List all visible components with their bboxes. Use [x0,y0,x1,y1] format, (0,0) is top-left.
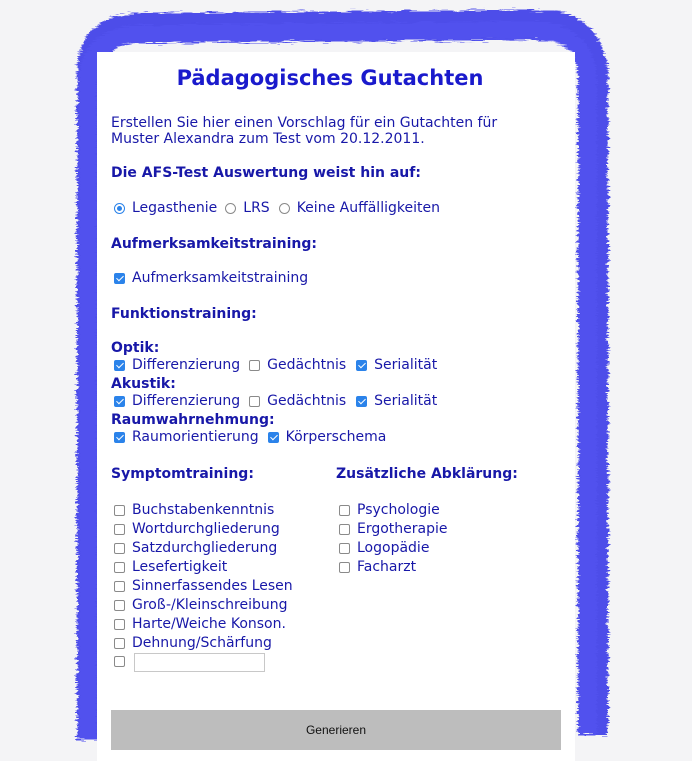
checkbox-lesefertigkeit[interactable] [114,559,227,575]
radio-label: Legasthenie [132,200,218,216]
checkbox[interactable] [114,396,125,407]
checkbox-akustik-serialitaet[interactable] [356,393,437,409]
checkbox-label: Harte/Weiche Konson. [132,616,286,632]
checkbox-facharzt[interactable] [339,559,416,575]
checkbox-optik-differenzierung[interactable] [114,357,240,373]
akustik-row [114,393,437,409]
checkbox[interactable] [356,396,367,407]
checkbox-label: Serialität [374,357,438,373]
checkbox-label: Aufmerksamkeitstraining [132,270,309,286]
checkbox[interactable] [249,360,260,371]
checkbox-akustik-gedaechtnis[interactable] [249,393,346,409]
checkbox[interactable] [114,505,125,516]
checkbox-gross-kleinschreibung[interactable] [114,597,288,613]
checkbox-label: Sinnerfassendes Lesen [132,578,293,594]
checkbox-label: Differenzierung [132,357,241,373]
checkbox-buchstabenkenntnis[interactable] [114,502,274,518]
checkbox-aufmerksamkeitstraining[interactable] [114,270,308,286]
checkbox-logopaedie[interactable] [339,540,429,556]
checkbox[interactable] [356,360,367,371]
raum-row [114,429,386,445]
radio-lrs[interactable] [225,200,269,216]
afs-heading: Die AFS-Test Auswertung weist hin auf: [111,165,421,181]
checkbox-satzdurchgliederung[interactable] [114,540,277,556]
checkbox-ergotherapie[interactable] [339,521,448,537]
checkbox-wortdurchgliederung[interactable] [114,521,280,537]
checkbox-label: Dehnung/Schärfung [132,635,272,651]
akustik-heading: Akustik: [111,376,176,392]
intro-text: Erstellen Sie hier einen Vorschlag für ein Gutachten für Muster Alexandra zum Test vom 20.12.2011. [111,115,498,147]
page-title: Pädagogisches Gutachten [176,66,484,90]
checkbox-label: Gedächtnis [267,393,347,409]
optik-heading: Optik: [111,340,160,356]
symptom-heading: Symptomtraining: [111,466,254,482]
checkbox-koerperschema[interactable] [268,429,387,445]
checkbox-label: Satzdurchgliederung [132,540,278,556]
checkbox-dehnung-schaerfung[interactable] [114,635,272,651]
checkbox-custom-symptom[interactable] [114,656,125,667]
radio-button[interactable] [279,203,290,214]
checkbox-label: Körperschema [285,429,387,445]
radio-button[interactable] [114,203,125,214]
checkbox[interactable] [339,562,350,573]
custom-symptom-input[interactable] [134,653,265,672]
checkbox-label: Groß-/Kleinschreibung [132,597,288,613]
checkbox-label: Serialität [374,393,438,409]
checkbox-akustik-differenzierung[interactable] [114,393,240,409]
radio-button[interactable] [225,203,236,214]
checkbox-label: Gedächtnis [267,357,347,373]
checkbox-label: Psychologie [357,502,440,518]
checkbox-optik-serialitaet[interactable] [356,357,437,373]
checkbox[interactable] [114,543,125,554]
attention-heading: Aufmerksamkeitstraining: [111,236,318,252]
checkbox[interactable] [249,396,260,407]
checkbox-label: Buchstabenkenntnis [132,502,275,518]
checkbox-label: Raumorientierung [132,429,259,445]
extra-heading: Zusätzliche Abklärung: [336,466,518,482]
checkbox-harte-weiche-konson[interactable] [114,616,286,632]
radio-label: LRS [243,200,270,216]
checkbox-optik-gedaechtnis[interactable] [249,357,346,373]
checkbox-label: Facharzt [357,559,417,575]
radio-keine[interactable] [279,200,440,216]
checkbox-label: Wortdurchgliederung [132,521,280,537]
checkbox[interactable] [339,524,350,535]
checkbox[interactable] [114,638,125,649]
checkbox[interactable] [114,432,125,443]
checkbox-sinnerfassendes-lesen[interactable] [114,578,293,594]
checkbox[interactable] [114,273,125,284]
checkbox[interactable] [114,562,125,573]
radio-legasthenie[interactable] [114,200,217,216]
radio-label: Keine Auffälligkeiten [296,200,440,216]
function-heading: Funktionstraining: [111,306,257,322]
checkbox[interactable] [114,600,125,611]
checkbox[interactable] [268,432,279,443]
checkbox[interactable] [114,524,125,535]
checkbox-label: Logopädie [357,540,430,556]
optik-row [114,357,437,373]
checkbox[interactable] [114,619,125,630]
generate-button[interactable]: Generieren [111,710,561,750]
afs-radio-group [114,200,440,216]
checkbox-raumorientierung[interactable] [114,429,259,445]
raum-heading: Raumwahrnehmung: [111,412,275,428]
checkbox-psychologie[interactable] [339,502,440,518]
checkbox-label: Lesefertigkeit [132,559,228,575]
checkbox-label: Differenzierung [132,393,241,409]
checkbox[interactable] [339,543,350,554]
checkbox-label: Ergotherapie [357,521,448,537]
checkbox[interactable] [114,360,125,371]
checkbox[interactable] [339,505,350,516]
checkbox[interactable] [114,581,125,592]
